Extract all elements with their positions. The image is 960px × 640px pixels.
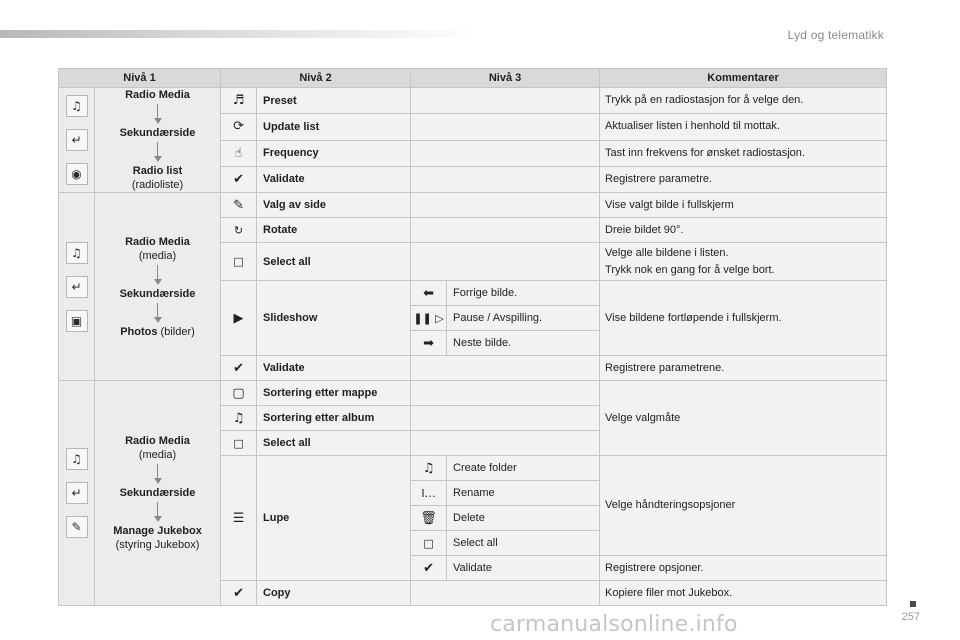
level1-path	[95, 381, 221, 606]
comment: Vise valgt bilde i fullskjerm	[600, 193, 887, 218]
level2-label: Preset	[257, 88, 411, 114]
col-header-comments: Kommentarer	[600, 69, 887, 88]
level2-label: Validate	[257, 166, 411, 192]
page-marker	[910, 601, 916, 607]
comment: Trykk på en radiostasjon for å velge den.	[600, 88, 887, 114]
level2-label: Rotate	[257, 218, 411, 243]
pause-play-icon: ❚❚ ▷	[411, 306, 447, 331]
menu-table	[58, 68, 887, 606]
flow-step: Manage Jukebox	[113, 525, 202, 537]
flow-step: Sekundærside	[119, 487, 196, 499]
comment: Dreie bildet 90°.	[600, 218, 887, 243]
comment: Velge valgmåte	[600, 381, 887, 456]
comment: Registrere parametre.	[600, 166, 887, 192]
slideshow-icon: ▶	[221, 281, 257, 356]
table-row	[59, 381, 887, 406]
jukebox-icon: ✎	[66, 516, 88, 538]
flow-step: Radio list	[132, 165, 183, 177]
create-folder-icon: ♫	[411, 456, 447, 481]
comment-line: Velge alle bildene i listen.	[605, 246, 729, 259]
comment-line: Trykk nok en gang for å velge bort.	[605, 263, 775, 276]
frequency-icon: ☝	[221, 140, 257, 166]
flow-step: Radio Media	[125, 235, 190, 248]
level2-label: Copy	[257, 581, 411, 606]
level1-icons	[59, 193, 95, 381]
flow-arrow	[95, 104, 220, 124]
level3-label: Select all	[447, 531, 600, 556]
level1-path	[95, 193, 221, 381]
level1-icons	[59, 88, 95, 193]
comment: Aktualiser listen i henhold til mottak.	[600, 114, 887, 140]
previous-icon: ⬅	[411, 281, 447, 306]
page-number: 257	[901, 611, 920, 623]
sort-folder-icon: ▢	[221, 381, 257, 406]
flow-step: Photos	[120, 325, 158, 338]
rename-icon: I…	[411, 481, 447, 506]
validate-icon: ✔	[221, 581, 257, 606]
rotate-icon: ↻	[221, 218, 257, 243]
select-all-icon: □	[411, 531, 447, 556]
sort-album-icon: ♫	[221, 406, 257, 431]
comment: Kopiere filer mot Jukebox.	[600, 581, 887, 606]
validate-icon: ✔	[221, 166, 257, 192]
comment	[600, 243, 887, 281]
lupe-icon: ☰	[221, 456, 257, 581]
level2-label: Update list	[257, 114, 411, 140]
validate-icon: ✔	[221, 356, 257, 381]
level3-label: Create folder	[447, 456, 600, 481]
update-list-icon: ⟳	[221, 114, 257, 140]
radio-media-icon: ♫	[66, 242, 88, 264]
next-icon: ➡	[411, 331, 447, 356]
flow-step-sub: (styring Jukebox)	[115, 539, 200, 551]
flow-step-sub: (radioliste)	[131, 179, 184, 191]
comment: Tast inn frekvens for ønsket radiostasjon.	[600, 140, 887, 166]
flow-arrow	[95, 142, 220, 162]
flow-step-sub: (media)	[138, 449, 177, 461]
level3-label: Validate	[447, 556, 600, 581]
table-row	[59, 193, 887, 218]
level2-label: Select all	[257, 243, 411, 281]
photos-icon: ▣	[66, 310, 88, 332]
flow-step: Radio Media	[125, 435, 190, 447]
col-header-level1: Nivå 1	[59, 69, 221, 88]
validate-icon: ✔	[411, 556, 447, 581]
level1-path	[95, 88, 221, 193]
level2-label: Sortering etter mappe	[257, 381, 411, 406]
level2-label: Sortering etter album	[257, 406, 411, 431]
flow-arrow	[95, 502, 220, 522]
preset-icon: ♬	[221, 88, 257, 114]
section-title: Lyd og telematikk	[787, 28, 884, 42]
comment: Registrere parametrene.	[600, 356, 887, 381]
table-header-row	[59, 69, 887, 88]
level2-label: Slideshow	[257, 281, 411, 356]
table-row	[59, 88, 887, 114]
level2-label: Validate	[257, 356, 411, 381]
radio-media-icon: ♫	[66, 95, 88, 117]
flow-step: Sekundærside	[119, 287, 196, 300]
select-all-icon: □	[221, 431, 257, 456]
header-rule	[0, 30, 480, 38]
flow-step-sub: (media)	[138, 249, 177, 262]
page-select-icon: ✎	[221, 193, 257, 218]
level3-label: Pause / Avspilling.	[447, 306, 600, 331]
level2-label: Lupe	[257, 456, 411, 581]
level3-label: Rename	[447, 481, 600, 506]
secondary-page-icon: ↵	[66, 129, 88, 151]
flow-arrow	[95, 265, 220, 285]
flow-arrow	[95, 464, 220, 484]
level2-label: Frequency	[257, 140, 411, 166]
radio-list-icon: ◉	[66, 163, 88, 185]
secondary-page-icon: ↵	[66, 276, 88, 298]
col-header-level3: Nivå 3	[411, 69, 600, 88]
level1-icons	[59, 381, 95, 606]
delete-icon: 🗑	[411, 506, 447, 531]
comment: Velge håndteringsopsjoner	[600, 456, 887, 556]
flow-step-sub: (bilder)	[157, 325, 195, 338]
radio-media-icon: ♫	[66, 448, 88, 470]
comment: Registrere opsjoner.	[600, 556, 887, 581]
col-header-level2: Nivå 2	[221, 69, 411, 88]
level2-label: Valg av side	[257, 193, 411, 218]
flow-step: Radio Media	[125, 89, 190, 101]
level2-label: Select all	[257, 431, 411, 456]
select-all-icon: □	[221, 243, 257, 281]
comment: Vise bildene fortløpende i fullskjerm.	[600, 281, 887, 356]
level3-label: Forrige bilde.	[447, 281, 600, 306]
level3-label: Neste bilde.	[447, 331, 600, 356]
secondary-page-icon: ↵	[66, 482, 88, 504]
flow-arrow	[95, 303, 220, 323]
watermark: carmanualsonline.info	[490, 612, 738, 637]
level3-label: Delete	[447, 506, 600, 531]
flow-step: Sekundærside	[119, 127, 196, 139]
